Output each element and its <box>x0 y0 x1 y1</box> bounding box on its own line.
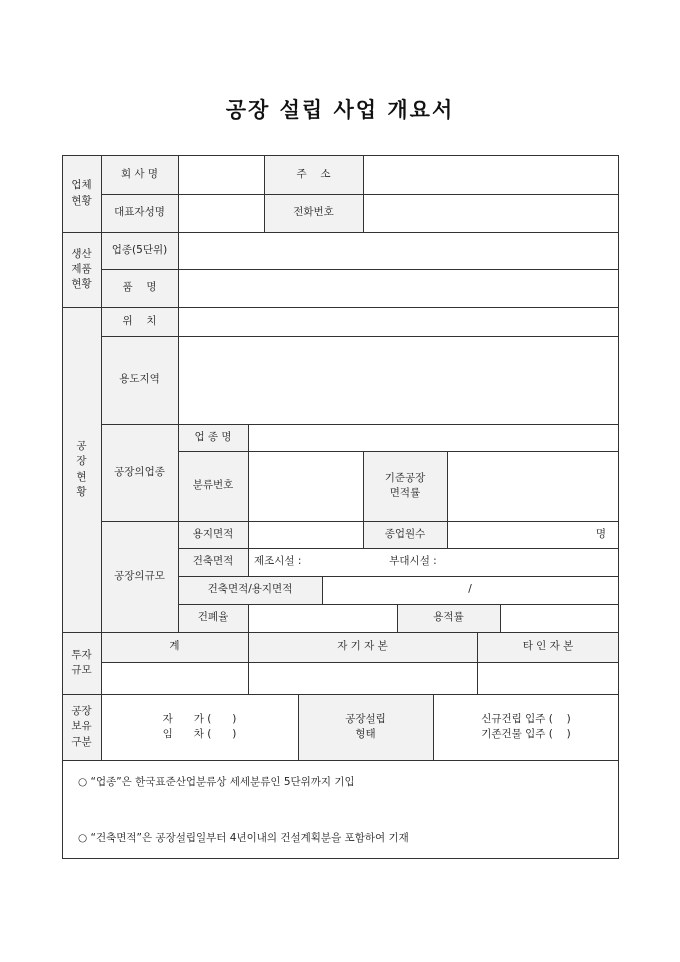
auxiliary-facility-field[interactable]: 부대시설 : <box>389 555 437 568</box>
location-label: 위 치 <box>101 307 178 336</box>
investment-total-input[interactable] <box>101 662 248 694</box>
address-input[interactable] <box>363 155 619 194</box>
floor-area-ratio-label: 용적률 <box>397 604 500 632</box>
classification-number-input[interactable] <box>248 451 363 521</box>
employees-input[interactable] <box>447 521 582 548</box>
other-capital-label: 타 인 자 본 <box>477 632 619 662</box>
note-industry: ○ “업종”은 한국표준산업분류상 세세분류인 5단위까지 기입 <box>78 776 355 788</box>
note-building-area: ○ “건축면적”은 공장설립일부터 4년이내의 건설계획분을 포함하여 기재 <box>78 832 409 844</box>
other-capital-input[interactable] <box>477 662 619 694</box>
company-name-input[interactable] <box>178 155 264 194</box>
standard-area-ratio-label: 기준공장 면적률 <box>363 451 447 521</box>
company-name-label: 회 사 명 <box>101 155 178 194</box>
factory-section-label: 공 장 현 황 <box>62 307 101 632</box>
establishment-type-options[interactable] <box>433 694 619 760</box>
building-area-label: 건축면적 <box>178 548 248 576</box>
employees-unit: 명 <box>595 527 607 540</box>
page-title: 공장 설립 사업 개요서 <box>225 98 455 122</box>
establishment-type-label: 공장설립 형태 <box>298 694 433 760</box>
own-capital-label: 자 기 자 본 <box>248 632 477 662</box>
manufacturing-facility-field[interactable]: 제조시설 : <box>254 555 302 568</box>
classification-number-label: 분류번호 <box>178 451 248 521</box>
product-name-label: 품 명 <box>101 269 178 307</box>
phone-label: 전화번호 <box>264 194 363 232</box>
area-ratio-label: 건축면적/용지면적 <box>178 576 322 604</box>
floor-area-ratio-input[interactable] <box>500 604 619 632</box>
product-section-label: 생산 제품 현황 <box>62 232 101 307</box>
factory-scale-label: 공장의규모 <box>101 521 178 632</box>
location-input[interactable] <box>178 307 619 336</box>
coverage-ratio-input[interactable] <box>248 604 397 632</box>
site-area-label: 용지면적 <box>178 521 248 548</box>
product-name-input[interactable] <box>178 269 619 307</box>
coverage-ratio-label: 건폐율 <box>178 604 248 632</box>
owned-option: 자 가 ( ) <box>162 712 237 725</box>
area-ratio-separator: / <box>468 583 472 596</box>
phone-input[interactable] <box>363 194 619 232</box>
industry-code-label: 업종(5단위) <box>101 232 178 269</box>
ownership-type-options[interactable] <box>101 694 298 760</box>
employees-label: 종업원수 <box>363 521 447 548</box>
zoning-input[interactable] <box>178 336 619 424</box>
industry-code-input[interactable] <box>178 232 619 269</box>
new-building-option: 신규건립 입주 ( ) <box>481 712 571 725</box>
ownership-section-label: 공장 보유 구분 <box>62 694 101 760</box>
factory-industry-label: 공장의업종 <box>101 424 178 521</box>
address-label: 주 소 <box>264 155 363 194</box>
site-area-input[interactable] <box>248 521 363 548</box>
own-capital-input[interactable] <box>248 662 477 694</box>
industry-name-input[interactable] <box>248 424 619 451</box>
representative-input[interactable] <box>178 194 264 232</box>
industry-name-label: 업 종 명 <box>178 424 248 451</box>
investment-section-label: 투자 규모 <box>62 632 101 694</box>
existing-building-option: 기존건물 입주 ( ) <box>481 728 571 740</box>
investment-total-label: 계 <box>101 632 248 662</box>
zoning-label: 용도지역 <box>101 336 178 424</box>
leased-option: 임 차 ( ) <box>162 728 237 740</box>
standard-area-ratio-input[interactable] <box>447 451 619 521</box>
company-section-label: 업체 현황 <box>62 155 101 232</box>
representative-label: 대표자성명 <box>101 194 178 232</box>
